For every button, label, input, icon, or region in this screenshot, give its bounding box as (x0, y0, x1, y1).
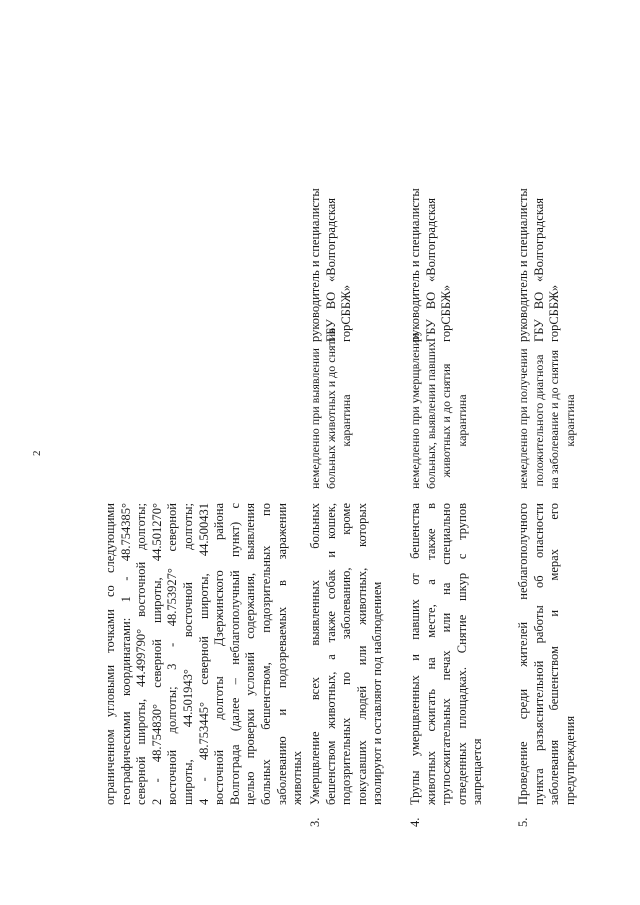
work-description (308, 503, 386, 805)
work-line: изолируют и оставляют под наблюдением (370, 581, 385, 805)
page-number: 2 (31, 450, 43, 456)
intro-line: широты, 44.501943° восточной долготы; (180, 503, 195, 805)
work-description (408, 503, 486, 805)
responsible-line: руководитель и специалисты (516, 188, 530, 342)
intro-line: заболеванию и подозреваемых в заражении (274, 503, 289, 805)
deadline (516, 348, 578, 489)
deadline-line: немедленно при выявлении (308, 348, 322, 489)
work-line: Проведение среди жителей неблагополучного (516, 503, 530, 805)
responsible-line: ГБУ ВО «Волгоградская (323, 198, 338, 342)
deadline-line: немедленно при умерщвлении (408, 333, 422, 489)
responsible-line: горСББЖ» (547, 284, 562, 342)
intro-line: ограниченном угловыми точками со следующими (103, 503, 117, 805)
deadline-line: карантина (562, 394, 577, 447)
row-number: 3. (308, 817, 322, 827)
deadline (308, 328, 355, 489)
work-line: пункта разъяснительной работы об опасности (531, 503, 546, 805)
responsible-line: горСББЖ» (439, 284, 454, 342)
responsible (408, 188, 455, 342)
intro-line: животных (290, 750, 305, 805)
work-line: животных сжигать на месте, а также в (423, 503, 438, 805)
work-line: заболевания бешенством и мерах его (547, 503, 562, 805)
responsible (308, 188, 355, 342)
work-description (516, 503, 578, 805)
work-line: покусавших людей или животных, которых (354, 503, 369, 805)
intro-line: больных бешенством, подозрительных по (258, 503, 273, 805)
work-line: подозрительных по заболеванию, кроме (339, 503, 354, 805)
row-number: 5. (516, 817, 530, 827)
intro-text (103, 503, 306, 805)
work-line: запрещается (470, 738, 485, 805)
deadline-line: карантина (454, 394, 469, 447)
responsible-line: ГБУ ВО «Волгоградская (531, 198, 546, 342)
deadline-line: немедленно при получении (516, 348, 530, 489)
responsible-line: горСББЖ» (339, 284, 354, 342)
intro-line: 4 - 48.753445° северной широты, 44.500431 (196, 503, 211, 805)
intro-line: целью проверки условий содержания, выявления (243, 503, 258, 805)
work-line: трупосжигательных печах или на специально (439, 503, 454, 805)
intro-line: восточной долготы Дзержинского района (212, 503, 227, 805)
work-line: предупреждения (562, 715, 577, 805)
deadline-line: положительного диагноза (531, 354, 546, 487)
deadline-line: карантина (339, 394, 354, 447)
deadline-line: больных животных и до снятия (323, 328, 338, 489)
work-line: отведенных площадках. Снятие шкур с трупов (454, 503, 469, 805)
work-line: Умерщвление всех выявленных больных (308, 503, 322, 805)
responsible-line: ГБУ ВО «Волгоградская (423, 198, 438, 342)
responsible (516, 188, 563, 342)
row-number: 4. (408, 817, 422, 827)
intro-line: северной широты, 44.499790° восточной долготы; (134, 503, 149, 805)
work-line: Трупы умерщвленных и павших от бешенства (408, 503, 422, 805)
intro-line: географическими координатами: 1 - 48.754385° (118, 503, 133, 805)
intro-line: 2 - 48.754830° северной широты, 44.501270° (149, 503, 164, 805)
work-line: бешенством животных, а также собак и кошек, (323, 503, 338, 805)
deadline-line: животных и до снятия (439, 363, 454, 478)
responsible-line: руководитель и специалисты (308, 188, 322, 342)
deadline-line: на заболевание и до снятия (547, 349, 562, 489)
deadline (408, 333, 470, 489)
intro-line: восточной долготы; 3 - 48.753927° северной (165, 503, 180, 805)
deadline-line: больных, выявлении павших (423, 341, 438, 489)
intro-line: Волгограда (далее – неблагополучный пункт) с (227, 503, 242, 805)
responsible-line: руководитель и специалисты (408, 188, 422, 342)
